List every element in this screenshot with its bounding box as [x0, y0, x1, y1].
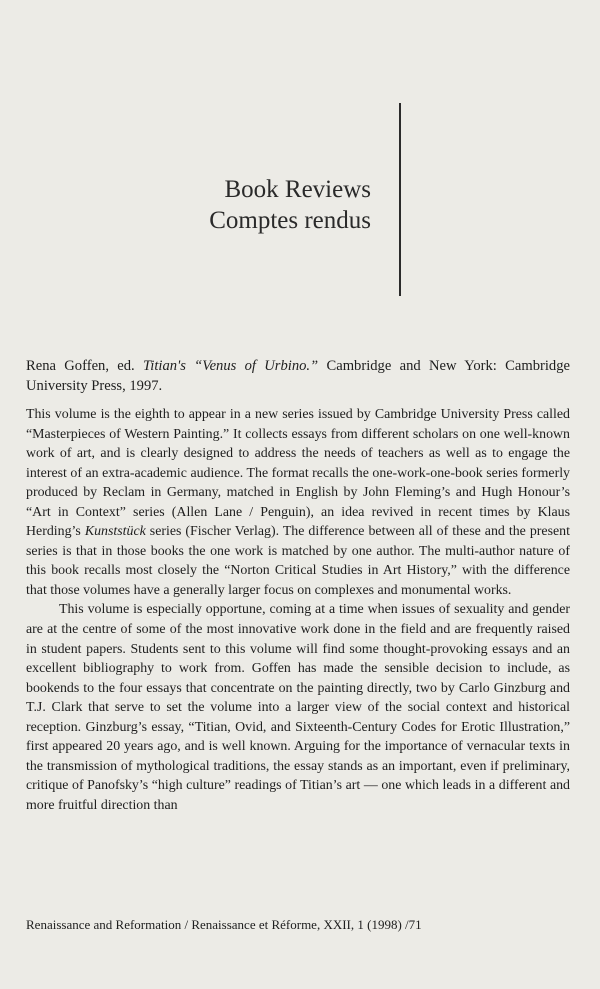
- paragraph-1-text-b: series (Fischer Verlag). The difference between all of these and the present series is that in those books the one work is matched by one author. The multi-author nature of this book recalls most closely the “Norton Critical Studies in Art History,” with the difference that those volumes have a generally larger focus on complexes and monumental works.: [26, 524, 570, 598]
- heading-english: Book Reviews: [224, 176, 371, 203]
- citation-publisher: Cambridge and New York: Cambridge University Press, 1997.: [26, 358, 570, 394]
- review-body: [26, 405, 570, 815]
- paragraph-1-italic-title: Kunststück: [84, 524, 146, 540]
- citation-book-title: Titian's “Venus of Urbino.”: [143, 358, 319, 374]
- book-citation: [26, 356, 570, 396]
- citation-editor: Rena Goffen, ed.: [26, 358, 135, 374]
- running-footer: Renaissance and Reformation / Renaissance et Réforme, XXII, 1 (1998) /71: [26, 917, 422, 932]
- review-paragraph-2: This volume is especially opportune, coming at a time when issues of sexuality and gender are at the centre of some of the most innovative work done in the field and are frequently raised in student papers. Students sent to this volume will find some thought-provoking essays and an excellent bibliography to work from. Goffen has made the sensible decision to include, as bookends to the four essays that concentrate on the painting directly, two by Carlo Ginzburg and T.J. Clark that serve to set the volume into a larger view of the social context and historical reception. Ginzburg’s essay, “Titian, Ovid, and Sixteenth-Century Codes for Erotic Illustration,” first appeared 20 years ago, and is well known. Arguing for the importance of vernacular texts in the transmission of mythological traditions, the essay stands as an important, even if preliminary, critique of Panofsky’s “high culture” readings of Titian’s art — one which leads in a different and more fruitful direction than: [26, 602, 570, 813]
- review-paragraph-1: [26, 405, 570, 600]
- vertical-rule: [399, 103, 401, 296]
- paragraph-1-text-a: This volume is the eighth to appear in a new series issued by Cambridge University Press called “Masterpieces of Western Painting.” It collects essays from different scholars on one well-known work of art, and is clearly designed to address the needs of teachers as well as to engage the interest of an extra-academic audience. The format recalls the one-work-one-book series formerly produced by Reclam in Germany, matched in English by John Fleming’s and Hugh Honour’s “Art in Context” series (Allen Lane / Penguin), an idea revived in recent times by Klaus Herding’s: [26, 407, 570, 540]
- heading-french: Comptes rendus: [209, 207, 371, 234]
- section-heading: [150, 174, 371, 236]
